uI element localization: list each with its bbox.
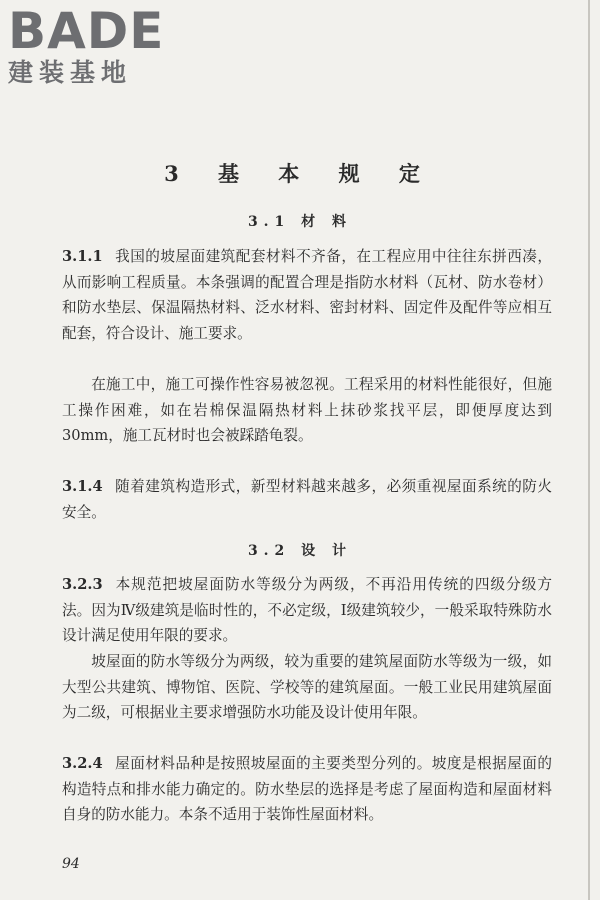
section-heading: 3.2 设 计 — [247, 543, 353, 559]
clause-number: 3.1.1 — [62, 248, 103, 265]
logo-mark: BADE — [8, 2, 165, 60]
paragraph-text: 在施工中，施工可操作性容易被忽视。工程采用的材料性能很好，但施工操作困难，如在岩棉保温隔热材料上抹砂浆找平层，即便厚度达到30mm，施工瓦材时也会被踩踏龟裂。 — [62, 376, 552, 444]
clause-text: 我国的坡屋面建筑配套材料不齐备，在工程应用中往往东拼西凑，从而影响工程质量。本条强调的配置合理是指防水材料（瓦材、防水卷材）和防水垫层、保温隔热材料、泛水材料、密封材料、固定件及配件等应相互配套，符合设计、施工要求。 — [62, 248, 552, 342]
logo-subtitle: 建装基地 — [8, 58, 133, 87]
clause-paragraph — [62, 244, 552, 346]
clause-paragraph — [62, 572, 552, 649]
clause-text: 本规范把坡屋面防水等级分为两级，不再沿用传统的四级分级方法。因为Ⅳ级建筑是临时性的，不必定级，Ⅰ级建筑较少，一般采取特殊防水设计满足使用年限的要求。 — [62, 576, 552, 644]
paragraph-text: 坡屋面的防水等级分为两级，较为重要的建筑屋面防水等级为一级，如大型公共建筑、博物馆、医院、学校等的建筑屋面。一般工业民用建筑屋面为二级，可根据业主要求增强防水功能及设计使用年限。 — [62, 653, 552, 721]
clause-number: 3.2.3 — [62, 576, 103, 593]
body-paragraph — [62, 372, 552, 449]
logo — [8, 2, 165, 88]
clause-text: 屋面材料品种是按照坡屋面的主要类型分列的。坡度是根据屋面的构造特点和排水能力确定的。防水垫层的选择是考虑了屋面构造和屋面材料自身的防水能力。本条不适用于装饰性屋面材料。 — [62, 755, 552, 823]
clause-paragraph — [62, 751, 552, 828]
clause-text: 随着建筑构造形式，新型材料越来越多，必须重视屋面系统的防火安全。 — [62, 478, 552, 521]
section-heading: 3.1 材 料 — [247, 214, 353, 230]
clause-paragraph — [62, 474, 552, 525]
page-number: 94 — [62, 856, 80, 872]
page-edge — [588, 0, 590, 900]
clause-number: 3.1.4 — [62, 478, 103, 495]
chapter-title: 3 基 本 规 定 — [164, 161, 436, 186]
body-paragraph — [62, 649, 552, 726]
clause-number: 3.2.4 — [62, 755, 103, 772]
